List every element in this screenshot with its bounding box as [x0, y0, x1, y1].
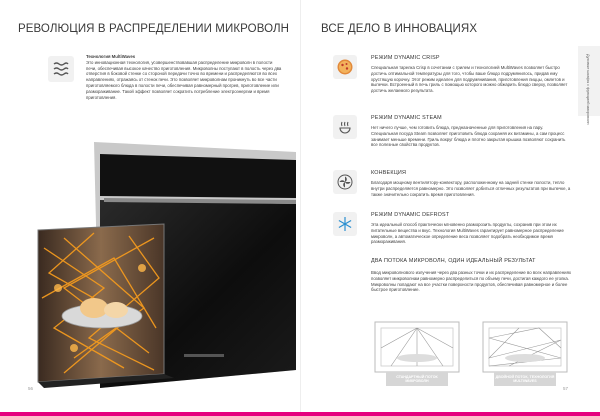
bottom-accent-bar: [0, 412, 600, 416]
caption-standard: [386, 372, 448, 386]
right-page: [300, 0, 600, 416]
oven-illustration: [34, 138, 300, 396]
section-defrost-text: Эта идеальный способ практически мгновенно разморозить продукты, сохранив при этом их питательные вещества и вкус. Технология MultiWaves гарантирует равномерное распределение микроволн, а автоматическое определение веса позволяет подобрать необходимое время размораживания.: [371, 222, 564, 245]
intro-block: [86, 54, 282, 100]
section-convection-text: Благодаря мощному вентилятору-конвектору, расположенному на задней стенке полости, тепло внутри распределяется равномерно. Это позволяет добиться отличных результатов при выпечке, а также значительно сократить время приготовления.: [371, 180, 571, 197]
left-page-number: 56: [28, 386, 34, 391]
section-crisp-text: Специальная тарелка Crisp в сочетании с грилем и технологией MultiWaves позволяет быстро достичь оптимальной температуры для того, чтобы ваше блюдо подрумянилось, придав ему хрустящую корочку. Этот режим идеален для подрумянивания, приготовления пиццы, омлетов и выпечки. Встроенный в печь гриль с помощью которого можно обжарить блюдо сверху, позволяет достичь желаемого результата.: [371, 65, 568, 94]
side-tab-label: Духовые шкафы с функцией микроволн: [586, 54, 590, 125]
pizza-icon: [333, 55, 357, 79]
waves-icon: [48, 56, 74, 82]
food-item-2: [104, 302, 128, 318]
section-steam-title: РЕЖИМ DYNAMIC STEAM: [371, 115, 442, 121]
caption-multiwaves: [494, 372, 556, 386]
section-crisp: [371, 55, 571, 94]
caption-standard-text: СТАНДАРТНЫЙ ПОТОК МИКРОВОЛН: [396, 374, 438, 383]
right-page-heading: ВСЕ ДЕЛО В ИННОВАЦИЯХ: [321, 23, 478, 35]
multiwaves-flow-diagram: [479, 318, 571, 376]
section-crisp-title: РЕЖИМ DYNAMIC CRISP: [371, 55, 440, 61]
food-item-1: [80, 298, 108, 318]
compare-block: [371, 258, 581, 293]
right-page-number: 57: [563, 386, 569, 391]
intro-text: Это инновационная технология, усовершенствовавшая распределение микроволн в полости печи, обеспечивая высокое качество приготовления. Микроволны поступают в полость через два отверстия в боковой стенке со стороной передачи точно во времени и распределяются во всех направлениях, отражаясь от стенок печи. Это позволяет микроволнам проникнуть во все части приготовляемого блюда в полости печи, обеспечивая равномерный прогрев, приготовление или размораживание. Такой эффект позволяет сократить потребление электроэнергии и время приготовления.: [86, 59, 282, 100]
convection-icon: [333, 170, 357, 194]
compare-text: Ввод микроволнового излучения через два разных точки и их распределение во всех направлениях позволяет микроволнам равномерно распределиться по объему печи, достигая каждого ее уголка. Микроволны попадают на все участки поверхности продуктов, обеспечивая равномерное и более быстрое приготовление.: [371, 270, 572, 293]
snowflake-icon: [333, 212, 357, 236]
section-defrost: [371, 212, 571, 245]
section-convection-title: КОНВЕКЦИЯ: [371, 170, 407, 176]
section-defrost-title: РЕЖИМ DYNAMIC DEFROST: [371, 212, 450, 218]
section-convection: [371, 170, 571, 197]
section-steam: [371, 115, 571, 148]
control-panel: [100, 154, 296, 198]
side-tab: [578, 46, 600, 125]
compare-title: ДВА ПОТОКА МИКРОВОЛН, ОДИН ИДЕАЛЬНЫЙ РЕЗУЛЬТАТ: [371, 258, 536, 264]
caption-multiwaves-text: ДВОЙНОЙ ПОТОК, ТЕХНОЛОГИЯ MULTIWAVES: [495, 374, 555, 383]
intro-title: Технология MultiWaves: [86, 54, 136, 59]
steam-icon: [333, 115, 357, 139]
standard-flow-diagram: [371, 318, 463, 376]
left-page-heading: РЕВОЛЮЦИЯ В РАСПРЕДЕЛЕНИИ МИКРОВОЛН: [18, 23, 290, 35]
section-steam-text: Нет ничего лучше, чем готовить блюда, предназначенные для приготовления на пару. Специальная посуда Steam позволяет приготовить блюда сохраняя их витамины, а сам процесс занимает меньше времени. Гриль вокруг блюда и плотно закрытая крышка позволяют сохранить все полезные свойства продуктов.: [371, 125, 566, 148]
